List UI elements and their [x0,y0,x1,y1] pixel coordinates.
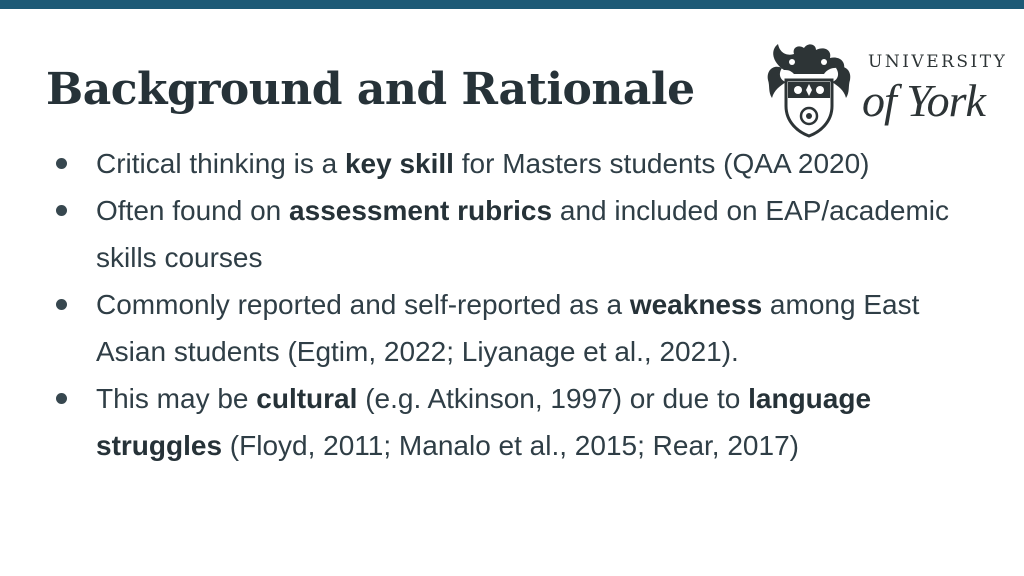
bullet-text: Often found on [96,195,290,226]
bullet-text: This may be [96,383,257,414]
bullet-text: for Masters students (QAA 2020) [453,148,870,179]
bullet-text: and included on EAP/academic skills courses [96,195,950,273]
bullet-emphasis: assessment rubrics [289,195,553,226]
logo-york-text: of York [862,75,985,126]
bullet-dot-icon [56,393,67,404]
bullet-dot-icon [56,158,67,169]
bullet-text: Commonly reported and self-reported as a [96,289,630,320]
bullet-emphasis: key skill [344,148,454,179]
bullet-item [52,140,992,187]
logo-university-text: UNIVERSITY [868,52,1008,72]
bullet-dot-icon [56,299,67,310]
bullet-text: (Floyd, 2011; Manalo et al., 2015; Rear, 2017) [222,430,799,461]
bullet-item [52,375,992,469]
bullet-text: Critical thinking is a [96,148,345,179]
bullet-dot-icon [56,205,67,216]
university-logo [764,40,1010,140]
bullet-list [52,140,992,469]
coat-of-arms-icon [764,40,854,140]
bullet-emphasis: weakness [629,289,763,320]
bullet-text: among East Asian students (Egtim, 2022; Liyanage et al., 2021). [96,289,920,367]
bullet-text: (e.g. Atkinson, 1997) or due to [357,383,749,414]
slide-title: Background and Rationale [46,64,695,115]
top-accent-bar [0,0,1024,9]
bullet-emphasis: cultural [256,383,358,414]
bullet-item [52,187,992,281]
bullet-emphasis: language struggles [96,383,872,461]
bullet-item [52,281,992,375]
